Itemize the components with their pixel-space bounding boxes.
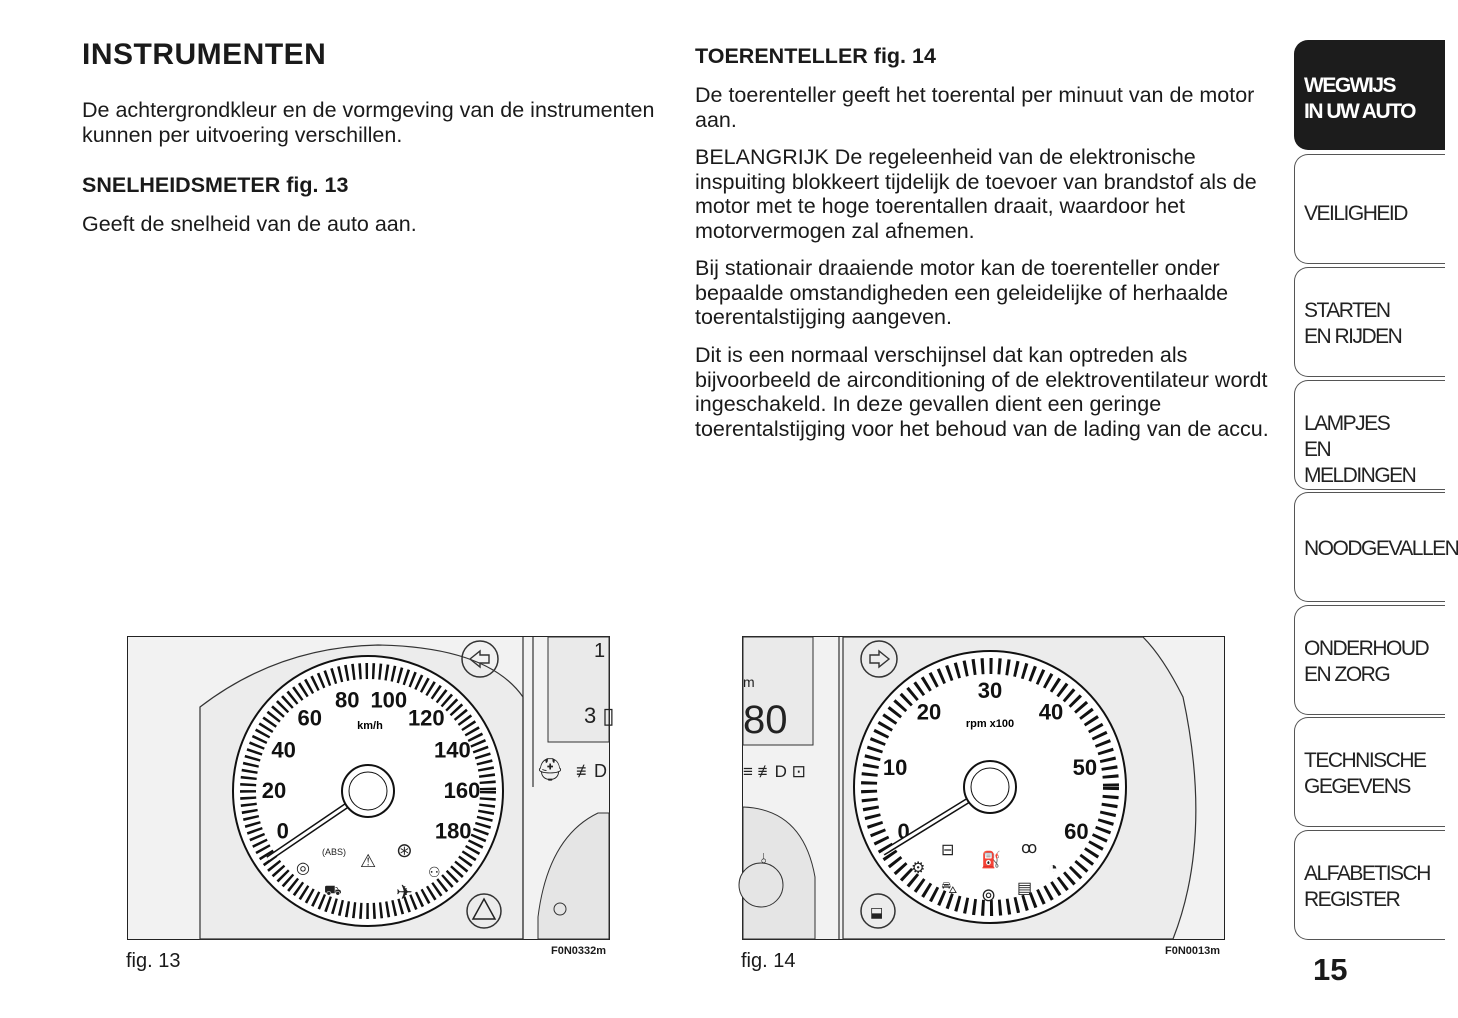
tab-label: ALFABETISCH	[1304, 862, 1430, 885]
fig-14-code: F0N0013m	[1165, 945, 1221, 957]
seatbelt-icon: ⛑	[536, 757, 564, 782]
tab-label: IN UW AUTO	[1304, 100, 1415, 123]
tab-label: GEGEVENS	[1304, 775, 1410, 798]
fig-13-code: F0N0332m	[551, 945, 607, 957]
speedometer-heading: SNELHEIDSMETER fig. 13	[82, 173, 349, 197]
brake-icon: ⊚	[981, 885, 997, 905]
tab-label: EN RIJDEN	[1304, 325, 1402, 348]
tab-technische-gegevens[interactable]	[1294, 717, 1445, 827]
immobilizer-icon: ⛍	[941, 880, 958, 897]
svg-text:3 ▯: 3 ▯	[584, 703, 615, 728]
tab-label: TECHNISCHE	[1304, 749, 1426, 772]
tab-alfabetisch-register[interactable]	[1294, 830, 1445, 940]
tab-starten[interactable]	[1294, 267, 1445, 377]
tachometer-heading: TOERENTELLER fig. 14	[695, 44, 936, 68]
speed-label-180: 180	[434, 818, 472, 844]
engine-icon: ⚙	[911, 860, 926, 877]
vehicle-icon: ⛟	[324, 882, 342, 898]
tab-label: LAMPJES	[1304, 412, 1390, 435]
tyre-icon: ◎	[296, 860, 310, 877]
figure-13-speedometer	[127, 636, 615, 940]
tab-veiligheid[interactable]	[1294, 154, 1445, 264]
rpm-label-10: 10	[882, 754, 908, 780]
page-number: 15	[1313, 952, 1348, 987]
tab-label: NOODGEVALLEN	[1304, 537, 1458, 560]
speedometer-illustration	[128, 637, 615, 939]
door-icon: ⬓	[870, 904, 884, 920]
fig-13-label: fig. 13	[126, 950, 181, 972]
rpm-label-0: 0	[897, 819, 910, 844]
tachometer-paragraph-2: BELANGRIJK De regeleenheid van de elektronische inspuiting blokkeert tijdelijk de toevoer van brandstof als de motor met te hoge toerentallen draait, waardoor het motorvermogen zal afnemen.	[695, 145, 1257, 243]
dashboard-icons: ≡ ≢D ⊡	[743, 762, 806, 781]
tachometer-paragraph-3: Bij stationair draaiende motor kan de toerenteller onder bepaalde omstandigheden een geleidelijke of herhaalde toerentalstijging aangeven.	[695, 256, 1229, 329]
speed-label-40: 40	[271, 737, 296, 763]
tab-wegwijs[interactable]	[1294, 40, 1445, 150]
oil-icon: ⛽	[981, 852, 1001, 869]
tab-label: VEILIGHEID	[1304, 202, 1407, 225]
intro-paragraph: De achtergrondkleur en de vormgeving van de instrumenten kunnen per uitvoering verschillen.	[82, 98, 655, 147]
tachometer-illustration	[743, 637, 1224, 939]
tab-label: ONDERHOUD	[1304, 637, 1429, 660]
tachometer-paragraph-1: De toerenteller geeft het toerental per minuut van de motor aan.	[695, 83, 1255, 132]
warning-icon: ⚠	[360, 851, 377, 871]
tab-label: EN MELDINGEN	[1304, 438, 1416, 487]
tab-label: STARTEN	[1304, 299, 1390, 322]
speed-label-100: 100	[370, 687, 408, 713]
speed-label-80: 80	[334, 687, 360, 713]
speedometer-icon: ◔	[1048, 860, 1058, 877]
tab-label: WEGWIJS	[1304, 74, 1396, 97]
svg-text:m: m	[743, 674, 755, 690]
rpm-unit: rpm x100	[965, 718, 1015, 730]
abs-icon: (ABS)	[322, 847, 347, 857]
passenger-airbag-icon: ⚇	[428, 864, 441, 880]
rpm-label-60: 60	[1064, 819, 1089, 844]
airbag-icon: ✈	[396, 882, 413, 904]
display-digits: 80	[743, 698, 788, 742]
tab-lampjes[interactable]	[1294, 380, 1445, 490]
speed-label-20: 20	[261, 778, 287, 804]
speed-label-0: 0	[276, 818, 289, 844]
tab-noodgevallen[interactable]	[1294, 492, 1458, 602]
speed-label-60: 60	[297, 705, 322, 731]
battery-icon: ⊟	[941, 842, 955, 859]
speed-label-120: 120	[407, 705, 445, 731]
speedometer-text: Geeft de snelheid van de auto aan.	[82, 212, 417, 236]
glow-plug-icon: ꝏ	[1021, 840, 1038, 857]
tab-label: EN ZORG	[1304, 663, 1390, 686]
tab-label: REGISTER	[1304, 888, 1400, 911]
rpm-label-50: 50	[1072, 754, 1098, 780]
rpm-label-30: 30	[977, 678, 1003, 703]
steering-wheel-icon: ⊛	[396, 840, 413, 862]
tab-onderhoud[interactable]	[1294, 605, 1445, 715]
display-digits: 1	[594, 640, 606, 662]
rpm-label-40: 40	[1038, 699, 1064, 725]
foglight-icon: ≢D	[576, 761, 607, 781]
tachometer-paragraph-4: Dit is een normaal verschijnsel dat kan optreden als bijvoorbeeld de airconditioning of de elektroventilateur wordt ingeschakeld. In deze gevallen dient een geringe toerentalstijging voor het behoud van de lading van de accu.	[695, 343, 1269, 441]
water-in-fuel-icon: ▤	[1017, 880, 1033, 897]
speed-unit: km/h	[357, 720, 383, 732]
figure-14-tachometer	[742, 636, 1225, 940]
speed-label-140: 140	[434, 737, 471, 763]
fig-14-label: fig. 14	[741, 950, 796, 972]
section-title: INSTRUMENTEN	[82, 38, 327, 71]
speed-label-160: 160	[443, 778, 481, 804]
rpm-label-20: 20	[916, 699, 942, 725]
coolant-icon: ⫰	[761, 850, 768, 866]
